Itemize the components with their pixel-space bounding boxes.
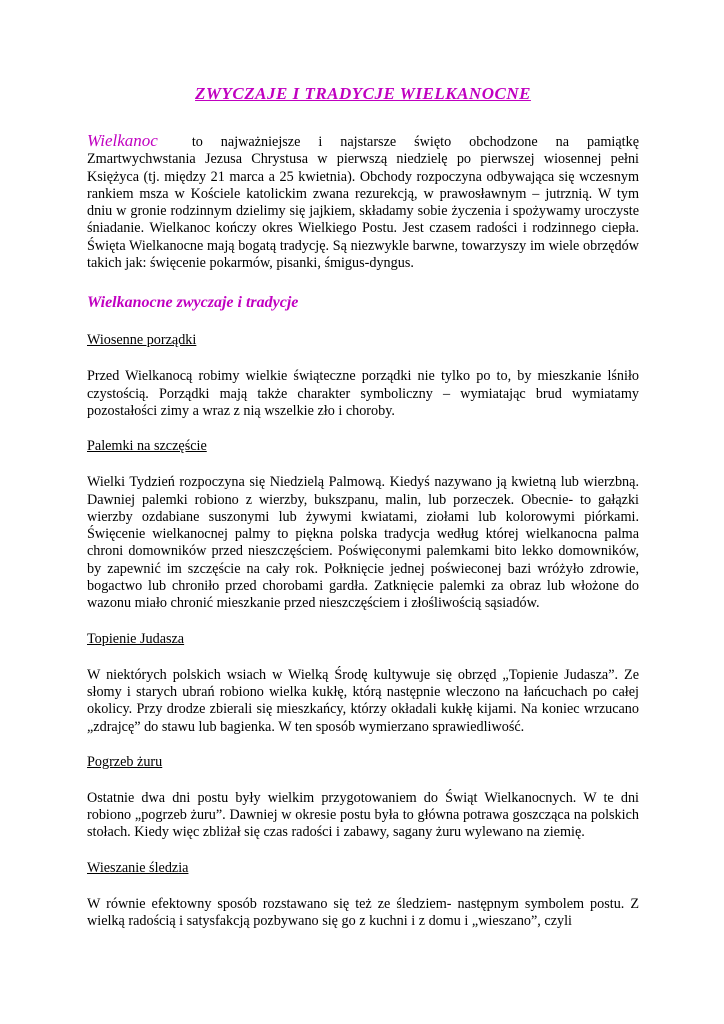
intro-lead-word: Wielkanoc — [87, 131, 158, 150]
subheading-topienie-judasza: Topienie Judasza — [87, 630, 185, 647]
subheading-pogrzeb-zuru: Pogrzeb żuru — [87, 753, 163, 770]
intro-text: to najważniejsze i najstarsze święto obchodzone na pamiątkę Zmartwychwstania Jezusa Chrystusa w pierwszą niedzielę po pierwszej wiosennej pełni Księżyca (tj. między 21 marca a 25 kwietnia). Obchody rozpoczyna odbywająca się wczesnym rankiem msza w Kościele katolickim zwana rezurekcją, w prawosławnym – jutrznią. W tym dniu w gronie rodzinnym dzielimy się jajkiem, składamy sobie życzenia i spożywamy uroczyste śniadanie. Wielkanoc kończy okres Wielkiego Postu. Jest czasem radości i rodzinnego ciepła. Święta Wielkanocne mają bogatą tradycję. Są niezwykle barwne, towarzyszy im wiele obrzędów takich jak: święcenie pokarmów, pisanki, śmigus-dyngus. — [87, 134, 639, 272]
subheading-palemki: Palemki na szczęście — [87, 438, 207, 455]
document-content — [87, 84, 639, 930]
section-title: Wielkanocne zwyczaje i tradycje — [87, 294, 299, 312]
subheading-wiosenne-porzadki: Wiosenne porządki — [87, 332, 197, 349]
subheading-wieszanie-sledzia: Wieszanie śledzia — [87, 859, 189, 876]
paragraph-wiosenne-porzadki: Przed Wielkanocą robimy wielkie świąteczne porządki nie tylko po to, by mieszkanie lśniło czystością. Porządki mają także charakter symboliczny – wymiatając brud wymiatamy pozostałości zimy a wraz z nią wszelkie zło i choroby. — [87, 368, 639, 419]
paragraph-topienie-judasza: W niektórych polskich wsiach w Wielką Środę kultywuje się obrzęd „Topienie Judasza”. Ze słomy i starych ubrań robiono wielka kukłę, którą następnie wleczono na łańcuchach po całej okolicy. Przy drodze zbierali się mieszkańcy, którzy okładali kukłę kijami. Na koniec wrzucano „zdrajcę” do stawu lub bagienka. W ten sposób wymierzano sprawiedliwość. — [87, 666, 639, 735]
paragraph-palemki: Wielki Tydzień rozpoczyna się Niedzielą Palmową. Kiedyś nazywano ją kwietną lub wierzbną. Dawniej palemki robiono z wierzby, bukszpanu, malin, lub porzeczek. Obecnie- to gałązki wierzby ozdabiane suszonymi lub żywymi kwiatami, ziołami lub kolorowymi piórkami. Święcenie wielkanocnej palmy to piękna polska tradycja według której wielkanocna palma chroni domowników przed nieszczęściem. Poświęconymi palemkami bito lekko domowników, by zapewnić im szczęście na cały rok. Połknięcie jednej poświeconej bazi wróżyło zdrowie, bogactwo lub chroniło przed chorobami gardła. Zatknięcie palemki za obraz lub włożone do wazonu miało chronić mieszkanie przed nieszczęściem i złośliwością sąsiadów. — [87, 474, 639, 612]
document-title: ZWYCZAJE I TRADYCJE WIELKANOCNE — [195, 84, 531, 103]
paragraph-wieszanie-sledzia: W równie efektowny sposób rozstawano się też ze śledziem- następnym symbolem postu. Z wielką radością i satysfakcją pozbywano się go z kuchni i z domu i „wieszano”, czyli — [87, 895, 639, 930]
intro-paragraph — [87, 132, 639, 272]
paragraph-pogrzeb-zuru: Ostatnie dwa dni postu były wielkim przygotowaniem do Świąt Wielkanocnych. W te dni robiono „pogrzeb żuru”. Dawniej w okresie postu była to główna potrawa goszcząca na polskich stołach. Kiedy więc zbliżał się czas radości i zabawy, sagany żuru wylewano na ziemię. — [87, 789, 639, 841]
